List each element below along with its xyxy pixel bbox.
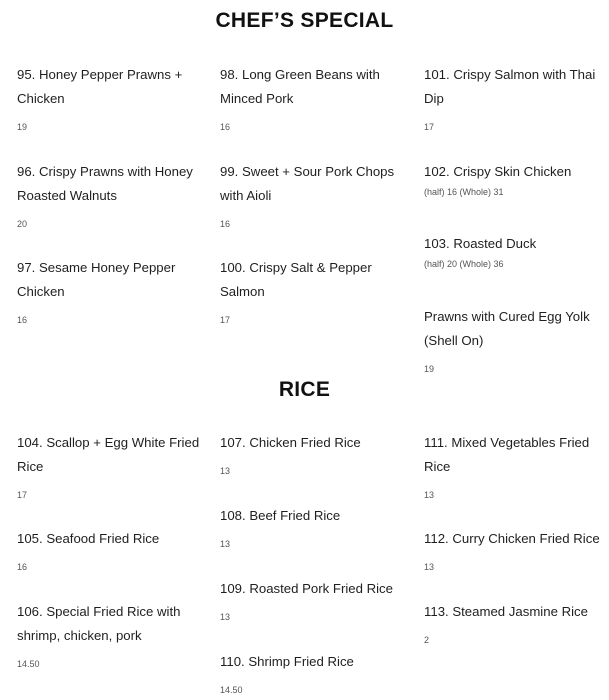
menu-item-price: 13 — [424, 490, 435, 500]
menu-item-price: 17 — [424, 122, 435, 132]
menu-item-name: 100. Crispy Salt & Pepper Salmon — [220, 260, 372, 299]
menu-item — [17, 160, 202, 229]
menu-item-name: 110. Shrimp Fried Rice — [220, 654, 354, 669]
menu-item-price: 19 — [17, 122, 28, 132]
menu-item-price: 16 — [220, 219, 231, 229]
menu-item-name: 113. Steamed Jasmine Rice — [424, 604, 588, 619]
menu-item-name: 101. Crispy Salmon with Thai Dip — [424, 67, 596, 106]
menu-item-price: 13 — [424, 562, 435, 572]
menu-item-name: 105. Seafood Fried Rice — [17, 531, 160, 546]
menu-item-name: 103. Roasted Duck — [424, 236, 537, 251]
menu-item-price: 13 — [220, 612, 231, 622]
menu-item-name: 96. Crispy Prawns with Honey Roasted Walnuts — [17, 164, 193, 203]
menu-item — [17, 256, 202, 325]
menu-item-name: 111. Mixed Vegetables Fried Rice — [424, 435, 590, 474]
menu-item-name: Prawns with Cured Egg Yolk (Shell On) — [424, 309, 590, 348]
menu-item-price: 16 — [220, 122, 231, 132]
menu-item-name: 107. Chicken Fried Rice — [220, 435, 361, 450]
menu-item-price: 17 — [220, 315, 231, 325]
menu-item — [17, 527, 202, 572]
menu-item — [220, 650, 405, 695]
menu-item — [220, 160, 405, 229]
menu-item — [17, 63, 202, 132]
menu-item — [17, 431, 202, 500]
section-title-chefs-special: CHEF’S SPECIAL — [215, 9, 394, 32]
menu-item-price: (half) 20 (Whole) 36 — [424, 259, 504, 269]
menu-item-name: 108. Beef Fried Rice — [220, 508, 341, 523]
menu-item-price: 13 — [220, 466, 231, 476]
menu-item-price: 19 — [424, 364, 435, 374]
menu-item-name: 104. Scallop + Egg White Fried Rice — [17, 435, 200, 474]
menu-item-name: 106. Special Fried Rice with shrimp, chicken, pork — [17, 604, 181, 643]
menu-item — [220, 577, 405, 622]
menu-item-price: 17 — [17, 490, 28, 500]
menu-item — [17, 600, 202, 669]
menu-item-price: 20 — [17, 219, 28, 229]
menu-item — [424, 63, 609, 132]
menu-item-name: 97. Sesame Honey Pepper Chicken — [17, 260, 176, 299]
menu-item — [424, 600, 609, 645]
menu-item — [220, 431, 405, 476]
menu-item — [220, 504, 405, 549]
menu-item-price: 16 — [17, 315, 28, 325]
menu-item — [424, 232, 609, 269]
menu-item-name: 99. Sweet + Sour Pork Chops with Aioli — [220, 164, 395, 203]
menu-item-price: 2 — [424, 635, 430, 645]
menu-item — [424, 527, 609, 572]
section-title-rice: RICE — [278, 378, 331, 401]
menu-item-price: (half) 16 (Whole) 31 — [424, 187, 504, 197]
menu-item — [220, 63, 405, 132]
menu-item — [220, 256, 405, 325]
menu-item — [424, 431, 609, 500]
menu-item — [424, 160, 609, 197]
menu-item-price: 14.50 — [17, 659, 40, 669]
menu-item-name: 102. Crispy Skin Chicken — [424, 164, 572, 179]
menu-item-price: 16 — [17, 562, 28, 572]
menu-item — [424, 305, 609, 374]
menu-item-name: 112. Curry Chicken Fried Rice — [424, 531, 600, 546]
menu-item-name: 109. Roasted Pork Fried Rice — [220, 581, 393, 596]
menu-item-name: 95. Honey Pepper Prawns + Chicken — [17, 67, 183, 106]
menu-item-price: 13 — [220, 539, 231, 549]
menu-item-price: 14.50 — [220, 685, 243, 695]
menu-item-name: 98. Long Green Beans with Minced Pork — [220, 67, 380, 106]
